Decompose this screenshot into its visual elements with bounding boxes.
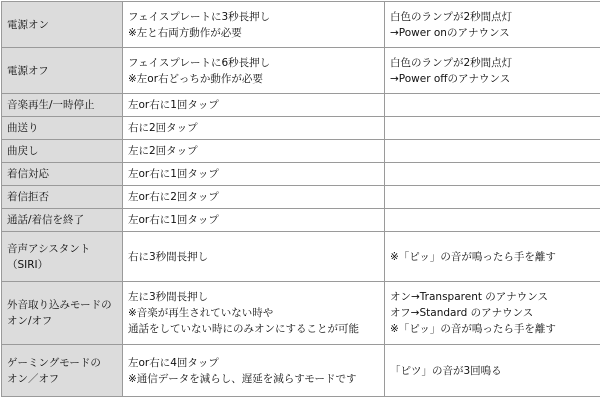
table-row bbox=[2, 345, 600, 397]
table-row bbox=[2, 2, 600, 48]
result-cell: 白色のランプが2秒間点灯 →Power onのアナウンス bbox=[385, 2, 600, 48]
action-cell: 左or右に1回タップ bbox=[123, 94, 385, 117]
table-row bbox=[2, 232, 600, 282]
result-cell bbox=[385, 140, 600, 163]
operation-cell: 外音取り込みモードの オン/オフ bbox=[2, 282, 123, 345]
result-cell bbox=[385, 94, 600, 117]
table-row bbox=[2, 117, 600, 140]
action-cell: 左に2回タップ bbox=[123, 140, 385, 163]
operation-cell: 電源オン bbox=[2, 2, 123, 48]
action-cell: 左or右に1回タップ bbox=[123, 163, 385, 186]
action-cell: 左or右に2回タップ bbox=[123, 186, 385, 209]
result-cell bbox=[385, 209, 600, 232]
action-cell: 左or右に1回タップ bbox=[123, 209, 385, 232]
table-row bbox=[2, 163, 600, 186]
operation-cell: 曲送り bbox=[2, 117, 123, 140]
action-cell: フェイスプレートに6秒長押し ※左or右どっちか動作が必要 bbox=[123, 48, 385, 94]
action-cell: 右に3秒間長押し bbox=[123, 232, 385, 282]
table-row bbox=[2, 94, 600, 117]
result-cell: 「ピツ」の音が3回鳴る bbox=[385, 345, 600, 397]
operation-cell: 着信拒否 bbox=[2, 186, 123, 209]
table-row bbox=[2, 282, 600, 345]
result-cell: 白色のランプが2秒間点灯 →Power offのアナウンス bbox=[385, 48, 600, 94]
table-row bbox=[2, 140, 600, 163]
result-cell bbox=[385, 163, 600, 186]
operation-cell: 着信対応 bbox=[2, 163, 123, 186]
result-cell: ※「ピッ」の音が鳴ったら手を離す bbox=[385, 232, 600, 282]
operation-cell: 音楽再生/一時停止 bbox=[2, 94, 123, 117]
action-cell: 左に3秒間長押し ※音楽が再生されていない時や 通話をしていない時にのみオンにすることが可能 bbox=[123, 282, 385, 345]
operation-cell: 電源オフ bbox=[2, 48, 123, 94]
result-cell bbox=[385, 117, 600, 140]
table-row bbox=[2, 48, 600, 94]
operation-cell: 曲戻し bbox=[2, 140, 123, 163]
operations-table bbox=[1, 1, 600, 397]
result-cell: オン→Transparent のアナウンス オフ→Standard のアナウンス ※「ピッ」の音が鳴ったら手を離す bbox=[385, 282, 600, 345]
action-cell: フェイスプレートに3秒長押し ※左と右両方動作が必要 bbox=[123, 2, 385, 48]
operation-cell: ゲーミングモードの オン／オフ bbox=[2, 345, 123, 397]
action-cell: 左or右に4回タップ ※通信データを減らし、遅延を減らすモードです bbox=[123, 345, 385, 397]
action-cell: 右に2回タップ bbox=[123, 117, 385, 140]
result-cell bbox=[385, 186, 600, 209]
table-row bbox=[2, 209, 600, 232]
operation-cell: 通話/着信を終了 bbox=[2, 209, 123, 232]
table-row bbox=[2, 186, 600, 209]
operation-cell: 音声アシスタント （SIRI） bbox=[2, 232, 123, 282]
